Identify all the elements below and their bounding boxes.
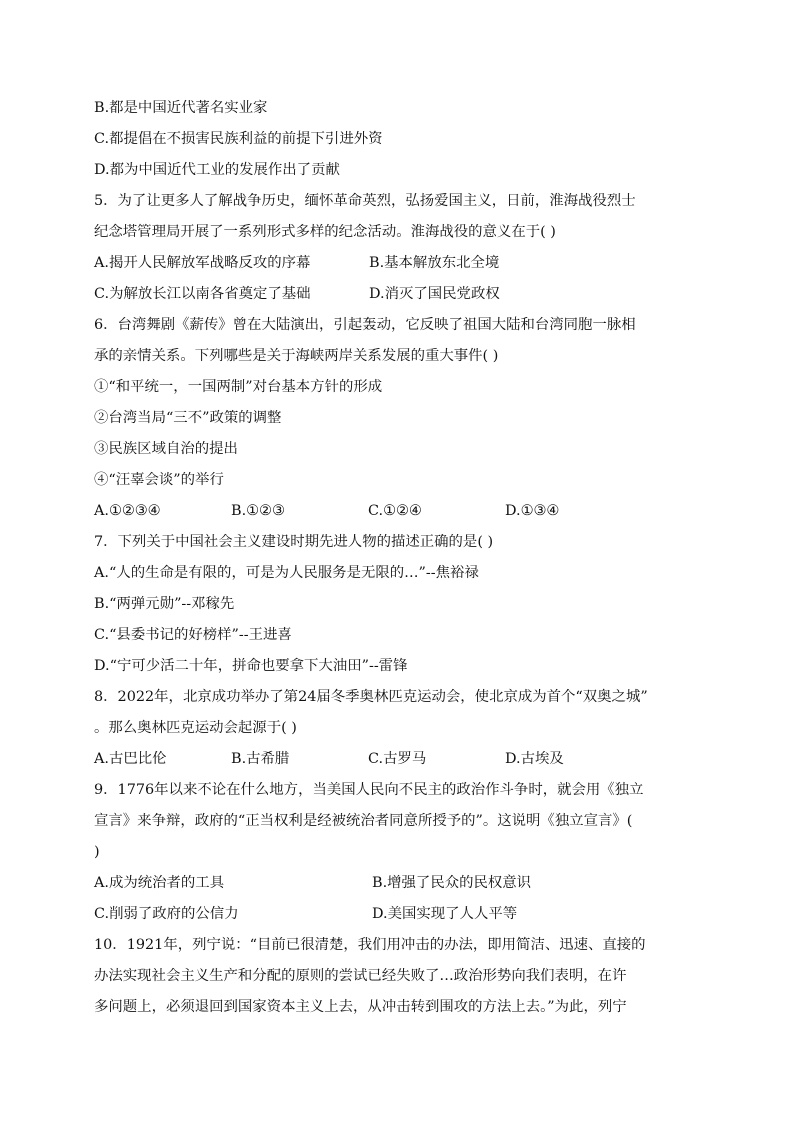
q4-option-b: B.都是中国近代著名实业家: [94, 100, 268, 116]
q10-stem-line-1: 10．1921年，列宁说：“目前已很清楚，我们用冲击的办法，即用简洁、迅速、直接的: [94, 937, 646, 953]
q6-option-d: D.①③④: [505, 503, 560, 519]
q6-option-c: C.①②④: [368, 503, 422, 519]
q6-item-1: ①“和平统一，一国两制”对台基本方针的形成: [94, 379, 383, 395]
q9-stem-line-3: ): [94, 844, 100, 860]
q8-option-c: C.古罗马: [368, 751, 427, 767]
q7-option-d: D.“宁可少活二十年，拼命也要拿下大油田”--雷锋: [94, 658, 408, 674]
q6-option-b: B.①②③: [231, 503, 285, 519]
q8-stem-line-1: 8．2022年，北京成功举办了第24届冬季奥林匹克运动会，使北京成为首个“双奥之城”: [94, 689, 648, 705]
q6-stem-line-2: 承的亲情关系。下列哪些是关于海峡两岸关系发展的重大事件( ): [94, 348, 499, 364]
q5-option-d: D.消灭了国民党政权: [369, 286, 500, 302]
q9-stem-line-1: 9．1776年以来不论在什么地方，当美国人民向不民主的政治作斗争时，就会用《独立: [94, 782, 644, 798]
q6-stem-line-1: 6．台湾舞剧《薪传》曾在大陆演出，引起轰动，它反映了祖国大陆和台湾同胞一脉相: [94, 317, 636, 333]
q7-option-b: B.“两弹元勋”--邓稼先: [94, 596, 235, 612]
q9-options-row-1: [94, 868, 714, 899]
q10-stem-line-2: 办法实现社会主义生产和分配的原则的尝试已经失败了…政治形势向我们表明，在许: [94, 968, 627, 984]
q9-stem-line-2: 宣言》来争辩，政府的“正当权利是经被统治者同意所授予的”。这说明《独立宣言》(: [94, 813, 633, 829]
q5-options-row-1: [94, 248, 714, 279]
q7-option-c: C.“县委书记的好榜样”--王进喜: [94, 627, 292, 643]
q6-option-a: A.①②③④: [94, 503, 161, 519]
q6-item-4: ④“汪辜会谈”的举行: [94, 472, 224, 488]
q5-stem-line-1: 5．为了让更多人了解战争历史，缅怀革命英烈，弘扬爱国主义，日前，淮海战役烈士: [94, 193, 636, 209]
q9-option-c: C.削弱了政府的公信力: [94, 906, 239, 922]
q9-option-a: A.成为统治者的工具: [94, 875, 225, 891]
q5-option-c: C.为解放长江以南各省奠定了基础: [94, 286, 311, 302]
q6-item-3: ③民族区域自治的提出: [94, 441, 238, 457]
q7-option-a: A.“人的生命是有限的，可是为人民服务是无限的…”--焦裕禄: [94, 565, 479, 581]
q5-options-row-2: [94, 279, 714, 310]
q4-option-c: C.都提倡在不损害民族利益的前提下引进外资: [94, 131, 383, 147]
q10-stem-line-3: 多问题上，必须退回到国家资本主义上去，从冲击转到围攻的方法上去。”为此，列宁: [94, 999, 627, 1015]
q8-stem-line-2: 。那么奥林匹克运动会起源于( ): [94, 720, 297, 736]
q9-option-d: D.美国实现了人人平等: [372, 906, 518, 922]
exam-page: [94, 93, 714, 1023]
q7-stem: 7．下列关于中国社会主义建设时期先进人物的描述正确的是( ): [94, 534, 494, 550]
q8-option-d: D.古埃及: [505, 751, 564, 767]
q6-item-2: ②台湾当局“三不”政策的调整: [94, 410, 282, 426]
q6-options: [94, 496, 714, 527]
q9-option-b: B.增强了民众的民权意识: [372, 875, 532, 891]
q8-option-a: A.古巴比伦: [94, 751, 167, 767]
q8-option-b: B.古希腊: [231, 751, 290, 767]
q4-option-d: D.都为中国近代工业的发展作出了贡献: [94, 162, 340, 178]
q9-options-row-2: [94, 899, 714, 930]
q5-option-b: B.基本解放东北全境: [369, 255, 500, 271]
q5-stem-line-2: 纪念塔管理局开展了一系列形式多样的纪念活动。淮海战役的意义在于( ): [94, 224, 556, 240]
q5-option-a: A.揭开人民解放军战略反攻的序幕: [94, 255, 311, 271]
q8-options: [94, 744, 714, 775]
